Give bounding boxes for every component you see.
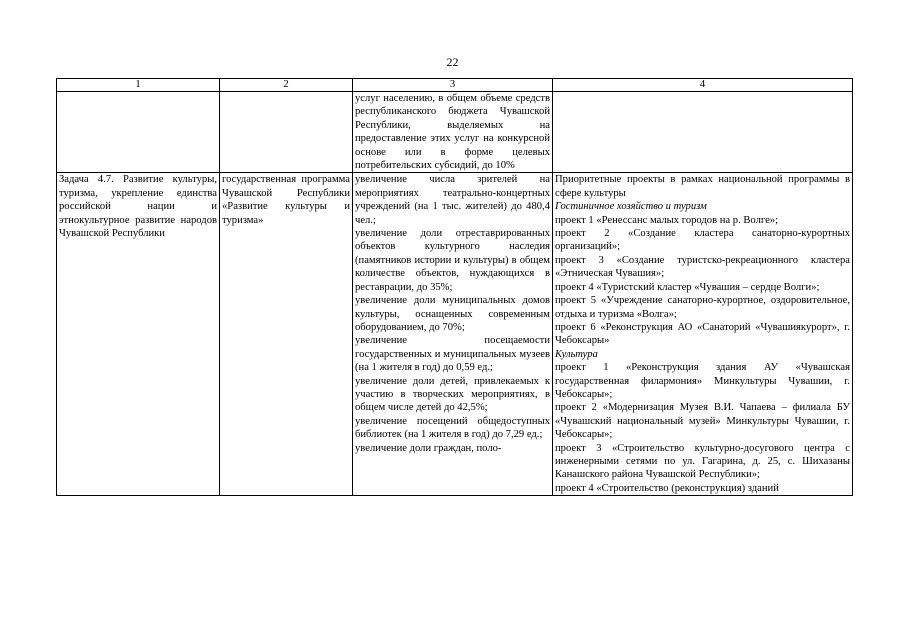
indicators-cell xyxy=(353,173,553,496)
header-row xyxy=(57,79,853,92)
row1-cell-4 xyxy=(553,92,853,173)
indicator-item: увеличение доли муниципальных домов культуры, оснащенных современным оборудованием, до 70%; xyxy=(355,295,550,333)
project-item: проект 6 «Реконструкция АО «Санаторий «Чувашиякурорт», г. Чебоксары» xyxy=(555,321,850,347)
table-row xyxy=(57,92,853,173)
indicator-item: увеличение числа зрителей на мероприятиях театрально-концертных учреждений (на 1 тыс. жителей) до 480,4 чел.; xyxy=(355,174,550,226)
project-item: проект 2 «Модернизация Музея В.И. Чапаева – филиала БУ «Чувашский национальный музей» Минкультуры Чувашии, г. Чебоксары»; xyxy=(555,402,850,441)
row1-indicator-text: услуг населению, в общем объеме средств республиканского бюджета Чувашской Республики, выделяемых на предоставление этих услуг на конкурсной основе или в форме целевых потребительских субсидий, до 10% xyxy=(355,93,550,172)
task-cell: Задача 4.7. Развитие культуры, туризма, укрепление единства российской нации и этнокультурное развитие народов Чувашской Республики xyxy=(57,173,220,496)
indicator-item: увеличение посещаемости государственных и муниципальных музеев (на 1 жителя в год) до 0,59 ед.; xyxy=(355,335,550,374)
project-item: проект 1 «Ренессанс малых городов на р. Волге»; xyxy=(555,214,779,226)
project-item: проект 2 «Создание кластера санаторно-курортных организаций»; xyxy=(555,228,850,253)
table-row xyxy=(57,173,853,496)
projects-intro: Приоритетные проекты в рамках национальной программы в сфере культуры xyxy=(555,174,850,199)
indicator-item: увеличение доли граждан, поло- xyxy=(355,442,502,454)
project-item: проект 5 «Учреждение санаторно-курортное, оздоровительное, отдыха и туризма «Волга»; xyxy=(555,295,850,320)
page-number: 22 xyxy=(446,55,459,69)
indicator-item: увеличение посещений общедоступных библиотек (на 1 жителя в год) до 7,29 ед.; xyxy=(355,415,550,441)
section-title-culture: Культура xyxy=(555,348,598,360)
column-header-3: 3 xyxy=(353,79,553,92)
column-header-2: 2 xyxy=(220,79,353,92)
program-cell: государственная программа Чувашской Республики «Развитие культуры и туризма» xyxy=(220,173,353,496)
projects-cell xyxy=(553,173,853,496)
project-item: проект 4 «Туристский кластер «Чувашия – сердце Волги»; xyxy=(555,281,820,293)
project-item: проект 3 «Строительство культурно-досугового центра с инженерными сетями по ул. Гагарина, д. 25, с. Шихазаны Канашского района Чувашской Республики»; xyxy=(555,442,850,481)
project-item: проект 1 «Реконструкция здания АУ «Чувашская государственная филармония» Минкультуры Чувашии, г. Чебоксары»; xyxy=(555,362,850,400)
project-item: проект 4 «Строительство (реконструкция) зданий xyxy=(555,482,779,494)
section-title-tourism: Гостиничное хозяйство и туризм xyxy=(555,201,707,213)
row1-cell-1 xyxy=(57,92,220,173)
project-item: проект 3 «Создание туристско-рекреационного кластера «Этническая Чувашия»; xyxy=(555,254,850,280)
indicator-item: увеличение доли отреставрированных объектов культурного наследия (памятников истории и культуры) в общем количестве объектов, нуждающихся в реставрации, до 35%; xyxy=(355,228,550,293)
column-header-4: 4 xyxy=(553,79,853,92)
indicator-item: увеличение доли детей, привлекаемых к участию в творческих мероприятиях, в общем числе детей до 42,5%; xyxy=(355,375,550,414)
row1-cell-2 xyxy=(220,92,353,173)
row1-cell-3 xyxy=(353,92,553,173)
column-header-1: 1 xyxy=(57,79,220,92)
program-table xyxy=(56,78,853,496)
